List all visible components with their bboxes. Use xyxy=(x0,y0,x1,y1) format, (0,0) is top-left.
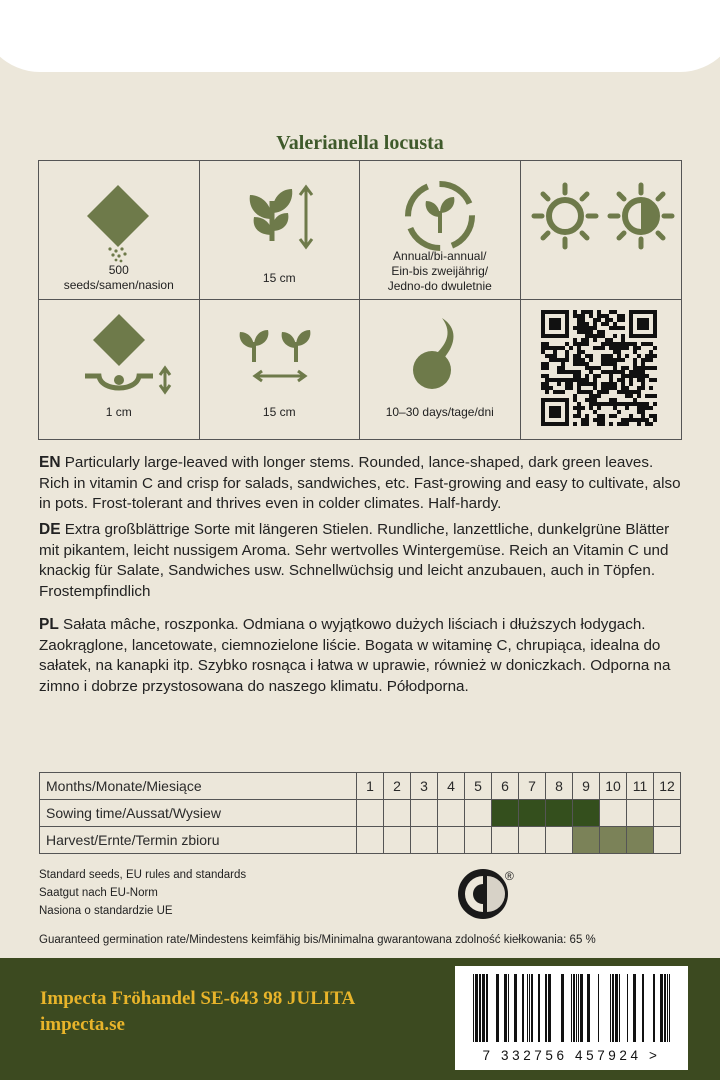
description-en xyxy=(39,453,687,515)
lifecycle-line-pl: Jedno-do dwuletnie xyxy=(387,279,492,293)
seed-unit: seeds/samen/nasion xyxy=(63,278,174,292)
spacing-value: 15 cm xyxy=(262,405,296,419)
sowing-month-1 xyxy=(357,800,384,827)
barcode-bars xyxy=(455,966,688,1046)
germination-cell xyxy=(360,300,521,439)
germination-rate-note: Guaranteed germination rate/Mindestens keimfähig bis/Minimalna gwarantowana zdolność kiełkowania: 65 % xyxy=(39,934,596,946)
depth-cell xyxy=(39,300,200,439)
description-de xyxy=(39,520,687,602)
language-code-en: EN xyxy=(39,454,61,471)
harvest-label: Harvest/Ernte/Termin zbioru xyxy=(40,827,357,854)
month-1: 1 xyxy=(357,773,384,800)
harvest-month-10 xyxy=(600,827,627,854)
seed-standards xyxy=(39,866,246,920)
harvest-month-4 xyxy=(438,827,465,854)
sowing-month-9 xyxy=(573,800,600,827)
standard-line-pl: Nasiona o standardzie UE xyxy=(39,905,173,917)
spacing-cell xyxy=(200,300,361,439)
description-en-text: Particularly large-leaved with longer stems. Rounded, lance-shaped, dark green leaves. Rich in vitamin C and crisp for salads, sandwiches, etc. Fast-growing and easy to cultivate, also in pots. Frost-tolerant and thrives even in colder climates. Half-hardy. xyxy=(39,454,681,512)
sowing-month-7 xyxy=(519,800,546,827)
harvest-month-8 xyxy=(546,827,573,854)
month-5: 5 xyxy=(465,773,492,800)
depth-value: 1 cm xyxy=(105,405,132,419)
month-11: 11 xyxy=(627,773,654,800)
barcode-number: 7 332756 457924 > xyxy=(482,1048,661,1063)
months-label: Months/Monate/Miesiące xyxy=(40,773,357,800)
registered-mark: ® xyxy=(505,869,514,883)
sowing-label: Sowing time/Aussat/Wysiew xyxy=(40,800,357,827)
month-3: 3 xyxy=(411,773,438,800)
height-value: 15 cm xyxy=(262,271,296,285)
qr-cell xyxy=(521,300,682,439)
harvest-month-5 xyxy=(465,827,492,854)
harvest-month-7 xyxy=(519,827,546,854)
harvest-month-11 xyxy=(627,827,654,854)
harvest-month-12 xyxy=(654,827,681,854)
company-info xyxy=(40,986,355,1038)
harvest-month-3 xyxy=(411,827,438,854)
month-7: 7 xyxy=(519,773,546,800)
harvest-month-9 xyxy=(573,827,600,854)
sowing-month-3 xyxy=(411,800,438,827)
height-cell xyxy=(200,161,361,300)
seed-count: 500 xyxy=(108,263,129,277)
sun-cell xyxy=(521,161,682,300)
language-code-de: DE xyxy=(39,521,61,538)
harvest-month-1 xyxy=(357,827,384,854)
lifecycle-line-en: Annual/bi-annual/ xyxy=(393,249,487,263)
month-8: 8 xyxy=(546,773,573,800)
sun-and-half-sun-icon xyxy=(521,161,681,301)
language-code-pl: PL xyxy=(39,616,59,633)
lifecycle-line-de: Ein-bis zweijährig/ xyxy=(391,264,489,278)
sowing-row xyxy=(40,800,681,827)
sowing-month-12 xyxy=(654,800,681,827)
sowing-month-2 xyxy=(384,800,411,827)
harvest-month-6 xyxy=(492,827,519,854)
standard-line-en: Standard seeds, EU rules and standards xyxy=(39,869,247,881)
description-de-text: Extra großblättrige Sorte mit längeren Stielen. Rundliche, lanzettliche, dunkelgrüne Blätter mit pikantem, leicht nussigem Aroma. Sehr wertvolles Wintergemüse. Reich an Vitamin C und knackig für Salate, Sandwiches usw. Schnellwüchsig und leicht anzubauen, auch in Töpfen. Frostempfindlich xyxy=(39,521,670,600)
sowing-month-5 xyxy=(465,800,492,827)
footer-bar xyxy=(0,958,720,1080)
harvest-row xyxy=(40,827,681,854)
company-website[interactable]: impecta.se xyxy=(40,1014,125,1035)
month-10: 10 xyxy=(600,773,627,800)
calendar-header-row xyxy=(40,773,681,800)
standard-line-de: Saatgut nach EU-Norm xyxy=(39,887,158,899)
sowing-month-11 xyxy=(627,800,654,827)
description-pl xyxy=(39,615,687,697)
germination-time: 10–30 days/tage/dni xyxy=(385,405,494,419)
month-12: 12 xyxy=(654,773,681,800)
sowing-calendar xyxy=(39,772,681,854)
lifecycle-cell xyxy=(360,161,521,300)
month-4: 4 xyxy=(438,773,465,800)
harvest-month-2 xyxy=(384,827,411,854)
company-address: Impecta Fröhandel SE-643 98 JULITA xyxy=(40,988,356,1009)
description-pl-text: Sałata mâche, roszponka. Odmiana o wyjątkowo dużych liściach i dłuższych łodygach. Zaokrąglone, lancetowate, ciemnozielone liście. Bogata w witaminę C, chrupiąca, idealna do sałatek, na kanapki itp. Szybko rosnąca i łatwa w uprawie, również w doniczkach. Odporna na zimno i dobrze przystosowana do naszego klimatu. Półodporna. xyxy=(39,616,671,695)
species-title: Valerianella locusta xyxy=(276,132,444,154)
sowing-month-4 xyxy=(438,800,465,827)
seeds-cell xyxy=(39,161,200,300)
sowing-month-10 xyxy=(600,800,627,827)
qr-code[interactable] xyxy=(521,300,681,440)
package-top-cutout xyxy=(0,0,720,72)
icon-grid xyxy=(38,160,682,440)
sowing-month-6 xyxy=(492,800,519,827)
green-dot-recycling-icon xyxy=(455,866,525,922)
sowing-month-8 xyxy=(546,800,573,827)
barcode xyxy=(455,966,688,1070)
month-9: 9 xyxy=(573,773,600,800)
month-2: 2 xyxy=(384,773,411,800)
month-6: 6 xyxy=(492,773,519,800)
